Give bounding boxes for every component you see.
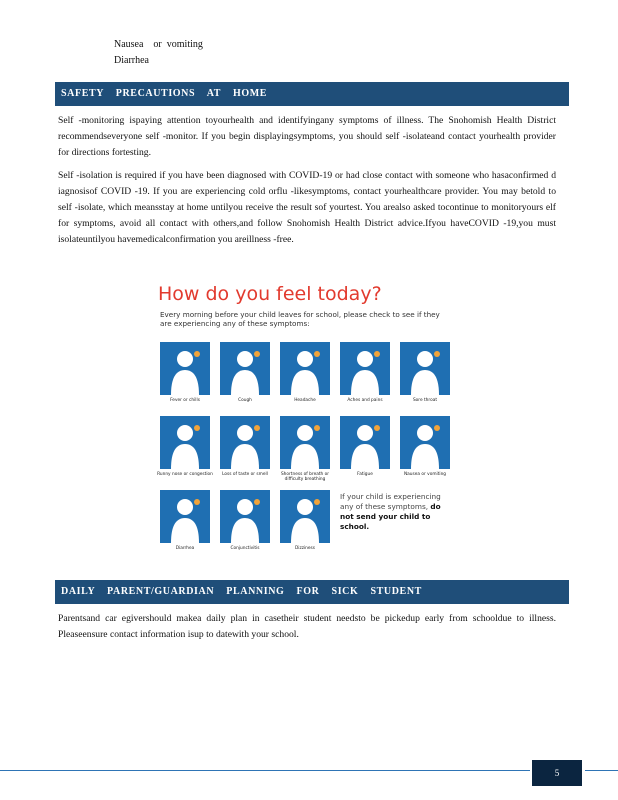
symptom-infographic: [155, 282, 453, 562]
symptom-tile: [280, 490, 330, 543]
diarrhea-icon: [160, 490, 210, 543]
symptom-label: Loss of taste or smell: [222, 472, 268, 477]
sore-throat-icon: [400, 342, 450, 395]
symptom-label: Headache: [294, 398, 316, 403]
nausea-icon: [400, 416, 450, 469]
symptom-label: Nausea or vomiting: [403, 472, 447, 477]
symptom-tile: [400, 342, 450, 395]
headache-icon: [280, 342, 330, 395]
symptom-label: Diarrhea: [175, 546, 195, 551]
footer-rule-right: [585, 770, 618, 771]
cough-icon: [220, 342, 270, 395]
infographic-subtitle: Every morning before your child leaves for school, please check to see if they are experiencing any of these symptoms:: [160, 310, 440, 328]
symptom-tile: [400, 416, 450, 469]
paragraph-self-monitoring: Self -monitoring ispaying attention toyourhealth and identifyingany symptoms of illness. The Snohomish Health District recommendseveryone self -monitor. If you begin displayingsymptoms, you should self -isolateand contact yourhealth provider for directions fortesting.: [58, 115, 556, 158]
runny-nose-icon: [160, 416, 210, 469]
symptom-tile: [160, 490, 210, 543]
aches-icon: [340, 342, 390, 395]
symptom-tile: [160, 416, 210, 469]
bullet-item: [92, 53, 203, 69]
symptom-tile: [220, 342, 270, 395]
taste-smell-icon: [220, 416, 270, 469]
fever-icon: [160, 342, 210, 395]
symptom-label: Fever or chills: [170, 398, 200, 403]
paragraph-daily-plan: Parentsand car egivershould makea daily plan in casetheir student needsto be pickedup early from schooldue to illness. Pleaseensure contact information isup to datewith your school.: [58, 613, 556, 640]
symptom-label: Sore throat: [412, 398, 438, 403]
breath-icon: [280, 416, 330, 469]
symptom-label: Cough: [238, 398, 252, 403]
footer-rule: [0, 770, 530, 771]
bullet-item: [92, 37, 203, 53]
symptom-tile: [280, 416, 330, 469]
symptom-label: Conjunctivitis: [230, 546, 260, 551]
bullet-list: [92, 37, 203, 69]
page-number: 5: [532, 760, 582, 786]
eye-icon: [220, 490, 270, 543]
symptom-label: Aches and pains: [347, 398, 383, 403]
fatigue-icon: [340, 416, 390, 469]
note-text: If your child is experiencing any of these symptoms,: [340, 492, 441, 511]
symptom-tile: [160, 342, 210, 395]
symptom-tile: [280, 342, 330, 395]
section-heading-daily-plan: DAILY PARENT/GUARDIAN PLANNING FOR SICK STUDENT: [55, 580, 569, 604]
symptom-tile: [220, 416, 270, 469]
symptom-label: Dizziness: [294, 546, 316, 551]
note-bold-text: do not send your child to school.: [340, 502, 441, 531]
symptom-label: Shortness of breath or difficulty breathing: [280, 472, 330, 482]
symptom-tile: [340, 416, 390, 469]
symptom-label: Fatigue: [357, 472, 373, 477]
dizziness-icon: [280, 490, 330, 543]
symptom-label: Runny nose or congestion: [157, 472, 213, 477]
infographic-note: [340, 492, 448, 532]
section-heading-safety: SAFETY PRECAUTIONS AT HOME: [55, 82, 569, 106]
paragraph-self-isolation: Self -isolation is required if you have been diagnosed with COVID-19 or had close contact with someone who hasaconfirmed d iagnosisof COVID -19. If you are experiencing cold orflu -likesymptoms, contact yourhealthcare provider. You may betold to self -isolate, which meansstay at home untilyou receive the result sof yourtest. You arealso asked tocontinue to monitoryours elf for symptoms, avoid all contact with others,and follow Snohomish Health District advice.Ifyou haveCOVID -19,you must isolateuntilyou havemedicalconfirmation you areillness -free.: [58, 170, 556, 245]
bullet-text: Diarrhea: [114, 55, 149, 66]
infographic-title: How do you feel today?: [158, 283, 382, 305]
bullet-text: Nausea or vomiting: [114, 39, 203, 50]
symptom-tile: [340, 342, 390, 395]
symptom-tile: [220, 490, 270, 543]
